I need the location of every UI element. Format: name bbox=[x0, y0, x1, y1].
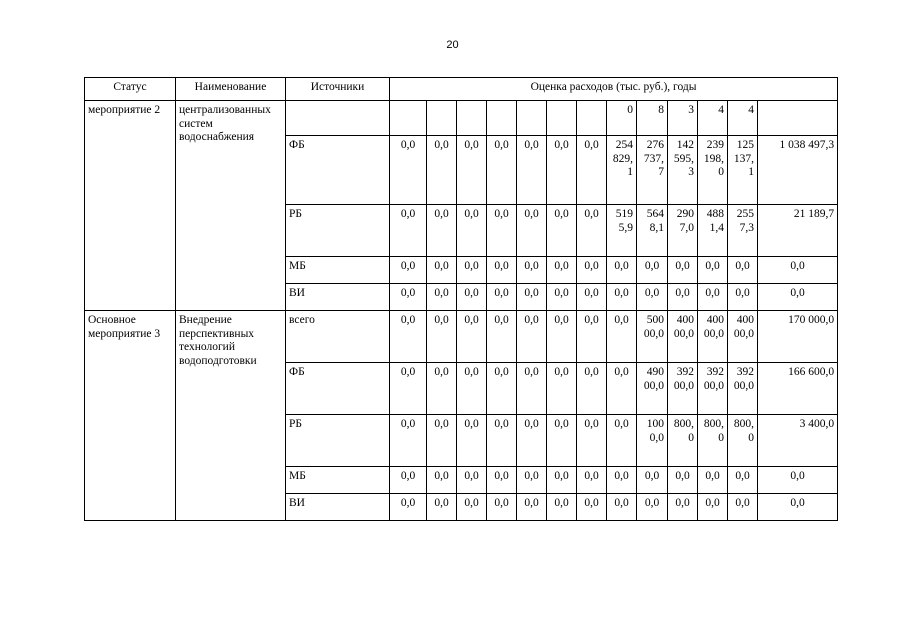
value-cell: 0,0 bbox=[668, 284, 698, 311]
value-cell: 239 198, 0 bbox=[698, 136, 728, 205]
total-cell: 0,0 bbox=[758, 257, 838, 284]
m2-name: централизованных систем водоснабжения bbox=[176, 101, 286, 311]
value-cell: 519 5,9 bbox=[607, 205, 637, 257]
m2-top-cell: 0 bbox=[607, 101, 637, 136]
value-cell: 0,0 bbox=[728, 257, 758, 284]
value-cell: 276 737, 7 bbox=[637, 136, 668, 205]
source-label: ВИ bbox=[286, 494, 390, 521]
table-row: ФБ 0,0 0,0 0,0 0,0 0,0 0,0 0,0 254 829, 1 276 737, 7 142 595, 3 239 198, 0 125 137, 1 1 038 497,3 bbox=[85, 136, 838, 205]
m2-source-empty bbox=[286, 101, 390, 136]
expense-table bbox=[84, 77, 838, 521]
value-cell: 0,0 bbox=[668, 467, 698, 494]
total-cell: 170 000,0 bbox=[758, 311, 838, 363]
total-cell: 1 038 497,3 bbox=[758, 136, 838, 205]
source-label: ФБ bbox=[286, 136, 390, 205]
table-row: Основное мероприятие 3 Внедрение перспективных технологий водоподготовки всего 0,0 0,0 0,0 0,0 0,0 0,0 0,0 0,0 500 00,0 400 00,0 400 00,0 400 00,0 170 000,0 bbox=[85, 311, 838, 363]
value-cell: 0,0 bbox=[698, 467, 728, 494]
value-cell: 400 00,0 bbox=[668, 311, 698, 363]
table-row: РБ 0,0 0,0 0,0 0,0 0,0 0,0 0,0 0,0 100 0,0 800, 0 800, 0 800, 0 3 400,0 bbox=[85, 415, 838, 467]
m2-status: мероприятие 2 bbox=[85, 101, 176, 311]
source-label: ФБ bbox=[286, 363, 390, 415]
value-cell: 564 8,1 bbox=[637, 205, 668, 257]
total-cell: 0,0 bbox=[758, 284, 838, 311]
header-status: Статус bbox=[85, 78, 176, 101]
value-cell: 0,0 bbox=[637, 467, 668, 494]
header-name: Наименование bbox=[176, 78, 286, 101]
source-label: МБ bbox=[286, 257, 390, 284]
table-row bbox=[85, 101, 838, 136]
value-cell: 142 595, 3 bbox=[668, 136, 698, 205]
page-number: 20 bbox=[446, 39, 459, 51]
value-cell: 255 7,3 bbox=[728, 205, 758, 257]
value-cell: 488 1,4 bbox=[698, 205, 728, 257]
source-label: МБ bbox=[286, 467, 390, 494]
value-cell: 0,0 bbox=[728, 284, 758, 311]
source-label: РБ bbox=[286, 415, 390, 467]
total-cell: 3 400,0 bbox=[758, 415, 838, 467]
value-cell: 0,0 bbox=[698, 257, 728, 284]
value-cell: 0,0 bbox=[698, 284, 728, 311]
value-cell: 0,0 bbox=[728, 467, 758, 494]
value-cell: 392 00,0 bbox=[668, 363, 698, 415]
value-cell: 392 00,0 bbox=[698, 363, 728, 415]
value-cell: 290 7,0 bbox=[668, 205, 698, 257]
source-label: РБ bbox=[286, 205, 390, 257]
table-row: ВИ 0,0 0,0 0,0 0,0 0,0 0,0 0,0 0,0 0,0 0,0 0,0 0,0 0,0 bbox=[85, 284, 838, 311]
value-cell: 0,0 bbox=[668, 494, 698, 521]
value-cell: 0,0 bbox=[637, 257, 668, 284]
source-label: ВИ bbox=[286, 284, 390, 311]
source-label: всего bbox=[286, 311, 390, 363]
m2-top-cell: 4 bbox=[728, 101, 758, 136]
value-cell: 800, 0 bbox=[728, 415, 758, 467]
m2-top-cell: 3 bbox=[668, 101, 698, 136]
value-cell: 800, 0 bbox=[668, 415, 698, 467]
m3-name: Внедрение перспективных технологий водоподготовки bbox=[176, 311, 286, 521]
value-cell: 125 137, 1 bbox=[728, 136, 758, 205]
total-cell: 21 189,7 bbox=[758, 205, 838, 257]
m3-status: Основное мероприятие 3 bbox=[85, 311, 176, 521]
table-row: МБ 0,0 0,0 0,0 0,0 0,0 0,0 0,0 0,0 0,0 0,0 0,0 0,0 0,0 bbox=[85, 467, 838, 494]
header-sources: Источники bbox=[286, 78, 390, 101]
header-estimate: Оценка расходов (тыс. руб.), годы bbox=[390, 78, 838, 101]
value-cell: 100 0,0 bbox=[637, 415, 668, 467]
value-cell: 0,0 bbox=[607, 284, 637, 311]
table-row: РБ 0,0 0,0 0,0 0,0 0,0 0,0 0,0 519 5,9 564 8,1 290 7,0 488 1,4 255 7,3 21 189,7 bbox=[85, 205, 838, 257]
value-cell: 400 00,0 bbox=[728, 311, 758, 363]
table-row: ВИ 0,0 0,0 0,0 0,0 0,0 0,0 0,0 0,0 0,0 0,0 0,0 0,0 0,0 bbox=[85, 494, 838, 521]
value-cell: 500 00,0 bbox=[637, 311, 668, 363]
value-cell: 0,0 bbox=[728, 494, 758, 521]
table-row: ФБ 0,0 0,0 0,0 0,0 0,0 0,0 0,0 0,0 490 00,0 392 00,0 392 00,0 392 00,0 166 600,0 bbox=[85, 363, 838, 415]
m2-top-cell: 4 bbox=[698, 101, 728, 136]
value-cell: 0,0 bbox=[668, 257, 698, 284]
value-cell: 490 00,0 bbox=[637, 363, 668, 415]
table-row: МБ 0,0 0,0 0,0 0,0 0,0 0,0 0,0 0,0 0,0 0,0 0,0 0,0 0,0 bbox=[85, 257, 838, 284]
value-cell: 0,0 bbox=[637, 494, 668, 521]
total-cell: 0,0 bbox=[758, 494, 838, 521]
value-cell: 800, 0 bbox=[698, 415, 728, 467]
value-cell: 392 00,0 bbox=[728, 363, 758, 415]
value-cell: 0,0 bbox=[607, 257, 637, 284]
total-cell: 0,0 bbox=[758, 467, 838, 494]
m2-top-cell: 8 bbox=[637, 101, 668, 136]
value-cell: 254 829, 1 bbox=[607, 136, 637, 205]
header-row bbox=[85, 78, 838, 101]
value-cell: 0,0 bbox=[637, 284, 668, 311]
value-cell: 0,0 bbox=[698, 494, 728, 521]
value-cell: 400 00,0 bbox=[698, 311, 728, 363]
total-cell: 166 600,0 bbox=[758, 363, 838, 415]
